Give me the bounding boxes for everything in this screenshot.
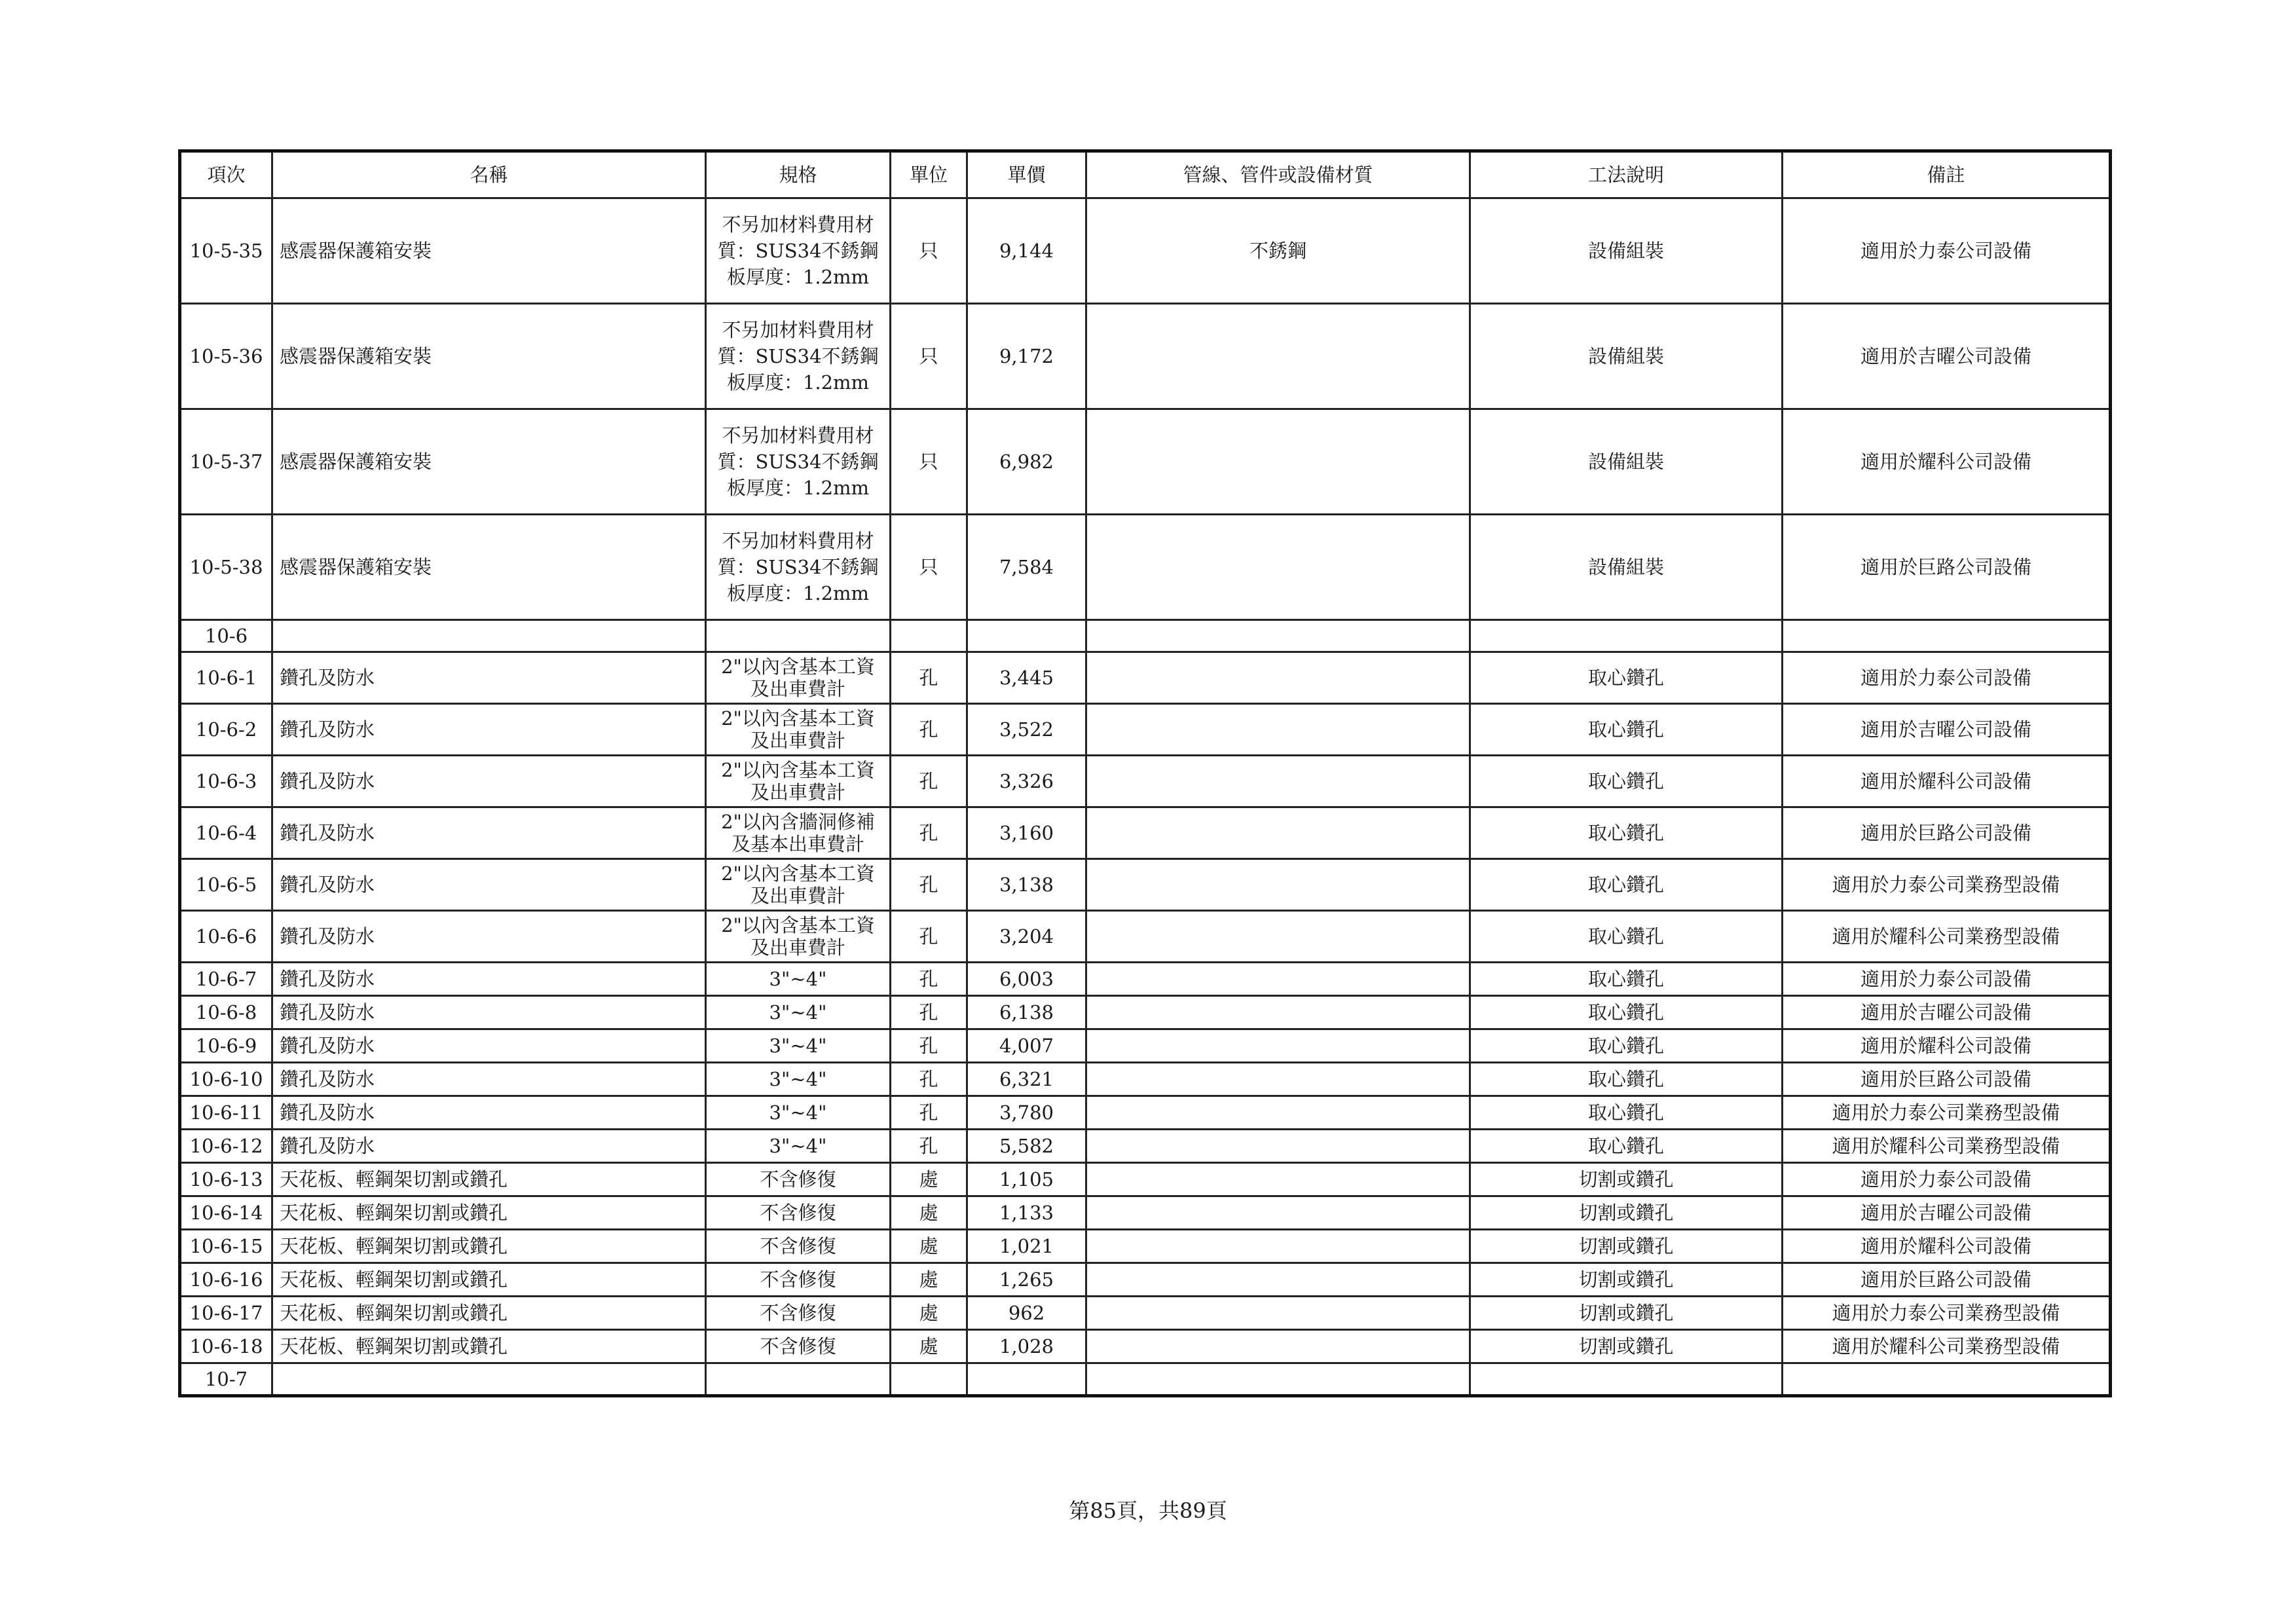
spec-cell: 不含修復: [706, 1196, 891, 1230]
table-row: [180, 963, 2111, 996]
spec-cell: 2"以內含基本工資及出車費計: [706, 911, 891, 963]
material-cell: 不銹鋼: [1086, 198, 1470, 304]
name-cell: 鑽孔及防水: [272, 1096, 706, 1130]
table-row: [180, 911, 2111, 963]
table-row: [180, 1163, 2111, 1196]
name-cell: 鑽孔及防水: [272, 704, 706, 756]
item-no-cell: 10-6-2: [180, 704, 272, 756]
unit-cell: 孔: [891, 1029, 967, 1063]
unit-cell: 只: [891, 515, 967, 620]
item-no-cell: 10-5-36: [180, 304, 272, 409]
note-cell: 適用於吉曜公司設備: [1783, 304, 2111, 409]
table-row: [180, 304, 2111, 409]
table-row: [180, 1297, 2111, 1330]
unit-cell: 孔: [891, 963, 967, 996]
method-cell: 取心鑽孔: [1470, 859, 1783, 911]
method-cell: 設備組裝: [1470, 304, 1783, 409]
material-cell: [1086, 1330, 1470, 1363]
unit-price-cell: 9,144: [967, 198, 1086, 304]
item-no-cell: 10-6-10: [180, 1063, 272, 1096]
method-cell: 切割或鑽孔: [1470, 1263, 1783, 1297]
unit-price-cell: 6,138: [967, 996, 1086, 1029]
table-row: [180, 859, 2111, 911]
unit-price-cell: 1,021: [967, 1230, 1086, 1263]
spec-cell: 3"~4": [706, 1029, 891, 1063]
spec-cell: 3"~4": [706, 1130, 891, 1163]
unit-cell: 孔: [891, 859, 967, 911]
item-no-cell: 10-6-6: [180, 911, 272, 963]
unit-cell: 處: [891, 1330, 967, 1363]
unit-cell: 處: [891, 1163, 967, 1196]
material-cell: [1086, 620, 1470, 652]
spec-cell: 不含修復: [706, 1163, 891, 1196]
unit-price-cell: [967, 1363, 1086, 1396]
material-cell: [1086, 1363, 1470, 1396]
material-cell: [1086, 1263, 1470, 1297]
item-no-cell: 10-7: [180, 1363, 272, 1396]
note-cell: 適用於巨路公司設備: [1783, 1063, 2111, 1096]
spec-cell: 2"以內含基本工資及出車費計: [706, 704, 891, 756]
item-no-cell: 10-6-11: [180, 1096, 272, 1130]
item-no-cell: 10-6-4: [180, 807, 272, 859]
material-cell: [1086, 1196, 1470, 1230]
name-cell: [272, 1363, 706, 1396]
table-row: [180, 1263, 2111, 1297]
item-no-cell: 10-6-13: [180, 1163, 272, 1196]
spec-cell: 2"以內含基本工資及出車費計: [706, 859, 891, 911]
page-number: 第85頁，共89頁: [1069, 1498, 1227, 1523]
unit-price-cell: 1,028: [967, 1330, 1086, 1363]
method-cell: [1470, 620, 1783, 652]
material-cell: [1086, 515, 1470, 620]
note-cell: 適用於巨路公司設備: [1783, 807, 2111, 859]
material-cell: [1086, 756, 1470, 807]
note-cell: 適用於耀科公司業務型設備: [1783, 1130, 2111, 1163]
name-cell: 天花板、輕鋼架切割或鑽孔: [272, 1196, 706, 1230]
unit-price-cell: 3,160: [967, 807, 1086, 859]
material-cell: [1086, 963, 1470, 996]
item-no-cell: 10-6-8: [180, 996, 272, 1029]
item-no-cell: 10-5-35: [180, 198, 272, 304]
method-cell: 取心鑽孔: [1470, 704, 1783, 756]
item-no-cell: 10-6-16: [180, 1263, 272, 1297]
note-cell: 適用於耀科公司設備: [1783, 1029, 2111, 1063]
note-cell: 適用於吉曜公司設備: [1783, 1196, 2111, 1230]
note-cell: 適用於耀科公司設備: [1783, 1230, 2111, 1263]
unit-cell: 孔: [891, 996, 967, 1029]
item-no-cell: 10-6: [180, 620, 272, 652]
header-item-no: 項次: [180, 151, 272, 198]
material-cell: [1086, 1130, 1470, 1163]
unit-price-cell: [967, 620, 1086, 652]
unit-cell: 孔: [891, 756, 967, 807]
spec-cell: 不另加材料費用材質：SUS34不銹鋼板厚度：1.2mm: [706, 198, 891, 304]
unit-price-cell: 3,138: [967, 859, 1086, 911]
material-cell: [1086, 652, 1470, 704]
name-cell: 感震器保護箱安裝: [272, 198, 706, 304]
note-cell: [1783, 620, 2111, 652]
unit-cell: [891, 1363, 967, 1396]
table-row: [180, 807, 2111, 859]
name-cell: 天花板、輕鋼架切割或鑽孔: [272, 1297, 706, 1330]
material-cell: [1086, 1297, 1470, 1330]
material-cell: [1086, 1230, 1470, 1263]
method-cell: 取心鑽孔: [1470, 756, 1783, 807]
name-cell: 感震器保護箱安裝: [272, 304, 706, 409]
unit-price-cell: 6,003: [967, 963, 1086, 996]
note-cell: 適用於力泰公司業務型設備: [1783, 1297, 2111, 1330]
item-no-cell: 10-6-7: [180, 963, 272, 996]
material-cell: [1086, 409, 1470, 515]
spec-cell: 3"~4": [706, 963, 891, 996]
item-no-cell: 10-5-38: [180, 515, 272, 620]
unit-price-cell: 9,172: [967, 304, 1086, 409]
unit-price-table: [178, 149, 2112, 1397]
method-cell: 切割或鑽孔: [1470, 1230, 1783, 1263]
method-cell: 取心鑽孔: [1470, 911, 1783, 963]
spec-cell: 不含修復: [706, 1230, 891, 1263]
name-cell: 鑽孔及防水: [272, 996, 706, 1029]
method-cell: 取心鑽孔: [1470, 652, 1783, 704]
unit-cell: 處: [891, 1230, 967, 1263]
unit-cell: 孔: [891, 807, 967, 859]
name-cell: 鑽孔及防水: [272, 911, 706, 963]
spec-cell: 不另加材料費用材質：SUS34不銹鋼板厚度：1.2mm: [706, 409, 891, 515]
name-cell: 天花板、輕鋼架切割或鑽孔: [272, 1230, 706, 1263]
note-cell: 適用於巨路公司設備: [1783, 515, 2111, 620]
table-row: [180, 1063, 2111, 1096]
method-cell: [1470, 1363, 1783, 1396]
method-cell: 取心鑽孔: [1470, 1130, 1783, 1163]
unit-price-cell: 6,321: [967, 1063, 1086, 1096]
note-cell: 適用於吉曜公司設備: [1783, 996, 2111, 1029]
table-row: [180, 1330, 2111, 1363]
name-cell: 天花板、輕鋼架切割或鑽孔: [272, 1163, 706, 1196]
header-method: 工法說明: [1470, 151, 1783, 198]
table-row: [180, 515, 2111, 620]
method-cell: 設備組裝: [1470, 409, 1783, 515]
spec-cell: [706, 1363, 891, 1396]
method-cell: 切割或鑽孔: [1470, 1297, 1783, 1330]
material-cell: [1086, 1096, 1470, 1130]
header-unit-price: 單價: [967, 151, 1086, 198]
note-cell: 適用於巨路公司設備: [1783, 1263, 2111, 1297]
note-cell: [1783, 1363, 2111, 1396]
table-row: [180, 1029, 2111, 1063]
name-cell: 鑽孔及防水: [272, 963, 706, 996]
method-cell: 取心鑽孔: [1470, 1063, 1783, 1096]
unit-cell: 孔: [891, 1096, 967, 1130]
note-cell: 適用於力泰公司設備: [1783, 963, 2111, 996]
item-no-cell: 10-6-1: [180, 652, 272, 704]
name-cell: 天花板、輕鋼架切割或鑽孔: [272, 1263, 706, 1297]
name-cell: 感震器保護箱安裝: [272, 515, 706, 620]
table-row: [180, 1096, 2111, 1130]
header-spec: 規格: [706, 151, 891, 198]
spec-cell: 不含修復: [706, 1263, 891, 1297]
unit-cell: 處: [891, 1297, 967, 1330]
note-cell: 適用於耀科公司業務型設備: [1783, 911, 2111, 963]
unit-cell: 孔: [891, 911, 967, 963]
name-cell: 感震器保護箱安裝: [272, 409, 706, 515]
name-cell: 鑽孔及防水: [272, 756, 706, 807]
item-no-cell: 10-6-3: [180, 756, 272, 807]
note-cell: 適用於吉曜公司設備: [1783, 704, 2111, 756]
unit-cell: 處: [891, 1196, 967, 1230]
method-cell: 設備組裝: [1470, 515, 1783, 620]
note-cell: 適用於力泰公司設備: [1783, 198, 2111, 304]
unit-price-cell: 3,445: [967, 652, 1086, 704]
unit-cell: 孔: [891, 704, 967, 756]
unit-price-cell: 7,584: [967, 515, 1086, 620]
spec-cell: 3"~4": [706, 1063, 891, 1096]
material-cell: [1086, 1063, 1470, 1096]
material-cell: [1086, 911, 1470, 963]
unit-price-cell: 3,522: [967, 704, 1086, 756]
table-row: [180, 704, 2111, 756]
name-cell: [272, 620, 706, 652]
table-row: [180, 996, 2111, 1029]
note-cell: 適用於力泰公司設備: [1783, 1163, 2111, 1196]
name-cell: 鑽孔及防水: [272, 652, 706, 704]
method-cell: 取心鑽孔: [1470, 807, 1783, 859]
header-material: 管線、管件或設備材質: [1086, 151, 1470, 198]
table-body: [180, 198, 2111, 1396]
item-no-cell: 10-6-18: [180, 1330, 272, 1363]
section-row: [180, 620, 2111, 652]
material-cell: [1086, 1029, 1470, 1063]
method-cell: 切割或鑽孔: [1470, 1330, 1783, 1363]
unit-cell: 只: [891, 409, 967, 515]
note-cell: 適用於耀科公司設備: [1783, 409, 2111, 515]
spec-cell: 不另加材料費用材質：SUS34不銹鋼板厚度：1.2mm: [706, 515, 891, 620]
spec-cell: 不含修復: [706, 1297, 891, 1330]
table-row: [180, 198, 2111, 304]
name-cell: 鑽孔及防水: [272, 1063, 706, 1096]
spec-cell: [706, 620, 891, 652]
section-row: [180, 1363, 2111, 1396]
item-no-cell: 10-5-37: [180, 409, 272, 515]
name-cell: 鑽孔及防水: [272, 1130, 706, 1163]
note-cell: 適用於力泰公司業務型設備: [1783, 859, 2111, 911]
method-cell: 設備組裝: [1470, 198, 1783, 304]
table-header-row: [180, 151, 2111, 198]
table-row: [180, 1130, 2111, 1163]
unit-price-cell: 1,265: [967, 1263, 1086, 1297]
unit-cell: 孔: [891, 1130, 967, 1163]
method-cell: 切割或鑽孔: [1470, 1196, 1783, 1230]
name-cell: 鑽孔及防水: [272, 1029, 706, 1063]
material-cell: [1086, 859, 1470, 911]
unit-cell: 處: [891, 1263, 967, 1297]
name-cell: 鑽孔及防水: [272, 859, 706, 911]
method-cell: 取心鑽孔: [1470, 1029, 1783, 1063]
header-note: 備註: [1783, 151, 2111, 198]
note-cell: 適用於力泰公司設備: [1783, 652, 2111, 704]
item-no-cell: 10-6-15: [180, 1230, 272, 1263]
spec-cell: 3"~4": [706, 1096, 891, 1130]
header-name: 名稱: [272, 151, 706, 198]
method-cell: 取心鑽孔: [1470, 1096, 1783, 1130]
note-cell: 適用於耀科公司設備: [1783, 756, 2111, 807]
name-cell: 鑽孔及防水: [272, 807, 706, 859]
unit-price-cell: 4,007: [967, 1029, 1086, 1063]
unit-cell: 只: [891, 198, 967, 304]
item-no-cell: 10-6-12: [180, 1130, 272, 1163]
method-cell: 取心鑽孔: [1470, 963, 1783, 996]
unit-price-cell: 6,982: [967, 409, 1086, 515]
item-no-cell: 10-6-17: [180, 1297, 272, 1330]
table-row: [180, 756, 2111, 807]
unit-cell: 孔: [891, 1063, 967, 1096]
material-cell: [1086, 704, 1470, 756]
table-row: [180, 409, 2111, 515]
item-no-cell: 10-6-5: [180, 859, 272, 911]
table-row: [180, 1196, 2111, 1230]
unit-price-cell: 5,582: [967, 1130, 1086, 1163]
spec-cell: 2"以內含基本工資及出車費計: [706, 652, 891, 704]
name-cell: 天花板、輕鋼架切割或鑽孔: [272, 1330, 706, 1363]
unit-price-cell: 962: [967, 1297, 1086, 1330]
material-cell: [1086, 996, 1470, 1029]
method-cell: 切割或鑽孔: [1470, 1163, 1783, 1196]
unit-price-cell: 3,204: [967, 911, 1086, 963]
note-cell: 適用於耀科公司業務型設備: [1783, 1330, 2111, 1363]
spec-cell: 不含修復: [706, 1330, 891, 1363]
unit-cell: 只: [891, 304, 967, 409]
unit-cell: 孔: [891, 652, 967, 704]
header-unit: 單位: [891, 151, 967, 198]
note-cell: 適用於力泰公司業務型設備: [1783, 1096, 2111, 1130]
material-cell: [1086, 1163, 1470, 1196]
unit-price-cell: 3,326: [967, 756, 1086, 807]
material-cell: [1086, 304, 1470, 409]
spec-cell: 不另加材料費用材質：SUS34不銹鋼板厚度：1.2mm: [706, 304, 891, 409]
unit-cell: [891, 620, 967, 652]
item-no-cell: 10-6-9: [180, 1029, 272, 1063]
table-row: [180, 652, 2111, 704]
unit-price-cell: 1,133: [967, 1196, 1086, 1230]
spec-cell: 3"~4": [706, 996, 891, 1029]
table-row: [180, 1230, 2111, 1263]
item-no-cell: 10-6-14: [180, 1196, 272, 1230]
unit-price-cell: 1,105: [967, 1163, 1086, 1196]
material-cell: [1086, 807, 1470, 859]
method-cell: 取心鑽孔: [1470, 996, 1783, 1029]
spec-cell: 2"以內含基本工資及出車費計: [706, 756, 891, 807]
unit-price-cell: 3,780: [967, 1096, 1086, 1130]
spec-cell: 2"以內含牆洞修補及基本出車費計: [706, 807, 891, 859]
